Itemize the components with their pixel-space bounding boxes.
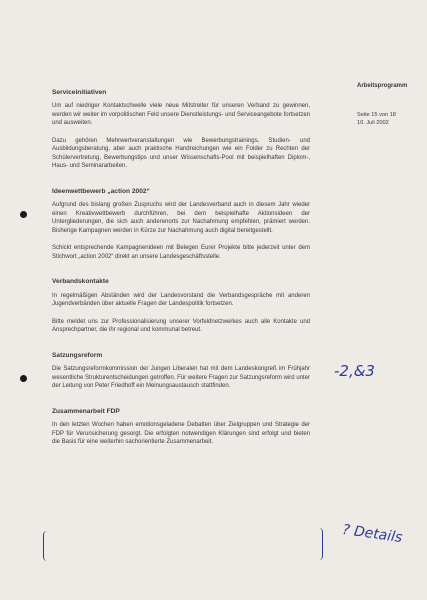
section-heading: Serviceinitiativen xyxy=(52,89,107,96)
punch-hole xyxy=(20,375,27,382)
section-ideenwettbewerb xyxy=(52,187,310,261)
sidemark-page: Seite 15 von 18 xyxy=(357,112,396,119)
punch-hole xyxy=(20,211,27,218)
section-heading: Verbandskontakte xyxy=(52,278,109,286)
section-heading: Zusammenarbeit FDP xyxy=(52,407,120,415)
section-heading: Satzungsreform xyxy=(52,351,103,359)
section-paragraph: Die Satzungsreformkommission der Jungen Liberalen hat mit dem Landeskongreß im Frühjahr wesentliche Strukturentscheidungen getroffen. Für weitere Fragen zur Satzungsreform wird unter der Leitung von Peter Friedhoff ein Meinungsaustausch stattfinden. xyxy=(52,366,310,390)
handwritten-brace xyxy=(318,528,323,560)
section-verbandskontakte xyxy=(52,277,310,334)
handwritten-note: -2,&3 xyxy=(334,362,375,380)
sidemark-date: 10. Juli 2002 xyxy=(357,119,389,126)
section-paragraph: Schickt entsprechende Kampagnenideen mit Belegen Eurer Projekte bitte jederzeit unter dem Stichwort „action 2002“ direkt an unsere Landesgeschäftsstelle. xyxy=(52,245,310,260)
section-paragraph: In regelmäßigen Abständen wird der Landesvorstand die Verbandsgespräche mit anderen Jugendverbänden über aktuelle Fragen der Landespolitik fortsetzen. xyxy=(52,292,310,308)
section-paragraph: Bitte meldet uns zur Professionalisierung unserer Vorfeldnetzwerkes auch alle Kontakte und Ansprechpartner, die ihr regional und kommunal betreut. xyxy=(52,318,310,334)
section-paragraph: Um auf niedriger Kontaktschwelle viele neue Mitstreiter für unseren Verband zu gewinnen, werden wir weiter im vorpolitischen Feld unsere Dienstleistungs- und Serviceangebote fortsetzen und ausweiten. xyxy=(52,103,310,127)
sidemark-title: Arbeitsprogramm xyxy=(357,83,408,89)
page-sidemark xyxy=(357,82,413,127)
section-paragraph: Dazu gehören Mehrwertveranstaltungen wie Bewerbungstrainings, Studien- und Ausbildungsberatung, aber auch praktische Handreichungen wie ein Folder zu Rechten der Schülervertretung, Bewerbungstips und unser Wissenschafts-Pool mit beispielhaften Diplom-, Haus- und Seminararbeiten. xyxy=(52,137,310,170)
section-serviceinitiativen xyxy=(52,88,310,171)
section-heading: Ideenwettbewerb „action 2002“ xyxy=(52,187,150,195)
handwritten-bracket xyxy=(43,531,48,561)
section-paragraph: In den letzten Wochen haben emotionsgeladene Debatten über Zielgruppen und Strategie der FDP für Verunsicherung gesorgt. Die erfolgten notwendigen Klärungen sind erfolgt und bieten die Basis für eine weiterhin sachorientierte Zusammenarbeit. xyxy=(52,422,310,446)
section-paragraph: Aufgrund des bislang großen Zuspruchs wird der Landesverband auch in diesem Jahr wieder einen Kreativwettbewerb durchführen, bei dem beispielhafte Aktionsideen der Untergliederungen, die sich auch anderenorts zur Nachahmung empfehlen, prämiert werden. Bisherige Kampagnen werden in Kürze zur Nachahmung auch digital bereitgestellt. xyxy=(52,202,310,234)
section-zusammenarbeit-fdp xyxy=(52,407,310,447)
handwritten-note: ? Details xyxy=(341,521,404,547)
section-satzungsreform xyxy=(52,351,310,391)
document-body xyxy=(52,88,310,463)
